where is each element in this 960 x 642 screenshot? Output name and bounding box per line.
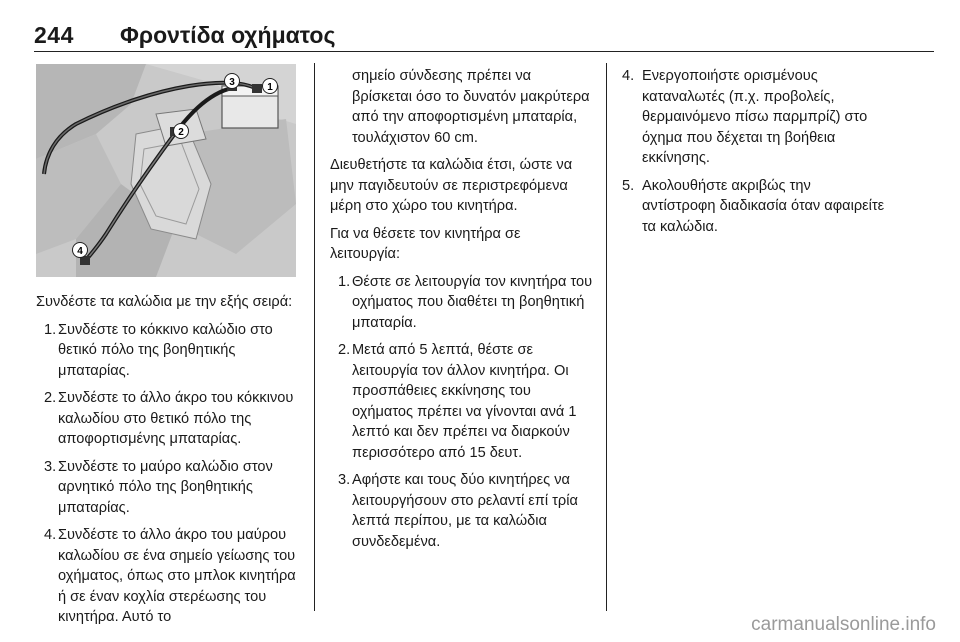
column-divider-1 xyxy=(314,63,315,611)
list-item xyxy=(622,176,886,238)
step-number: 5. xyxy=(622,177,635,194)
list-item xyxy=(36,388,300,450)
svg-text:2: 2 xyxy=(178,127,184,138)
watermark: carmanualsonline.info xyxy=(751,614,936,635)
step-number: 3. xyxy=(44,458,57,475)
step-text: Ακολουθήστε ακριβώς την αντίστροφη διαδικασία όταν αφαιρείτε τα καλώδια. xyxy=(642,177,885,235)
step-number: 1. xyxy=(338,273,351,290)
svg-text:4: 4 xyxy=(77,246,83,257)
finish-steps-list xyxy=(622,66,886,237)
step-number: 1. xyxy=(44,321,57,338)
list-item xyxy=(36,457,300,519)
list-item xyxy=(36,525,300,628)
list-item xyxy=(330,470,594,552)
page-title: Φροντίδα οχήματος xyxy=(120,22,336,48)
intro-paragraph: Συνδέστε τα καλώδια με την εξής σειρά: xyxy=(36,294,293,310)
header-rule xyxy=(34,51,934,52)
step-text: Αφήστε και τους δύο κινητήρες να λειτουργήσουν στο ρελαντί επί τρία λεπτά περίπου, με τα καλώδια συνδεδεμένα. xyxy=(352,472,578,550)
column-1 xyxy=(36,292,300,635)
start-steps-list xyxy=(330,272,594,553)
column-divider-2 xyxy=(606,63,607,611)
page-header xyxy=(34,22,932,50)
callout-1 xyxy=(263,79,278,94)
engine-bay-illustration xyxy=(36,64,296,277)
step-number: 3. xyxy=(338,472,351,488)
svg-text:3: 3 xyxy=(229,77,235,88)
step-number: 4. xyxy=(44,527,57,543)
step-text: Συνδέστε το κόκκινο καλώδιο στο θετικό πόλο της βοηθητικής μπαταρίας. xyxy=(58,321,273,379)
column-3 xyxy=(622,66,886,244)
column-2 xyxy=(330,66,594,559)
step-text: Συνδέστε το άλλο άκρο του μαύρου καλωδίου σε ένα σημείο γείωσης του οχήματος, όπως στο μπλοκ κινητήρα ή σε έναν κοχλία στερέωσης του κινητήρα. Αυτό το xyxy=(58,527,296,625)
step-text: Συνδέστε το άλλο άκρο του κόκκινου καλωδίου στο θετικό πόλο της αποφορτισμένης μπαταρίας. xyxy=(58,390,294,447)
step-text: Συνδέστε το μαύρο καλώδιο στον αρνητικό πόλο της βοηθητικής μπαταρίας. xyxy=(58,458,273,516)
list-item xyxy=(330,272,594,334)
continuation-paragraph: σημείο σύνδεσης πρέπει να βρίσκεται όσο το δυνατόν μακρύτερα από την αποφορτισμένη μπαταρία, τουλάχιστον 60 cm. xyxy=(352,68,590,146)
list-item xyxy=(330,340,594,463)
step-number: 2. xyxy=(338,342,351,358)
page-number: 244 xyxy=(34,22,74,48)
step-number: 4. xyxy=(622,68,635,84)
callout-3 xyxy=(225,74,240,89)
step-text: Μετά από 5 λεπτά, θέστε σε λειτουργία τον άλλον κινητήρα. Οι προσπάθειες εκκίνησης του οχήματος πρέπει να γίνονται ανά 1 λεπτό και δεν πρέπει να διαρκούν περισσότερο από 15 δευτ. xyxy=(352,342,577,461)
start-engine-paragraph: Για να θέσετε τον κινητήρα σε λειτουργία: xyxy=(330,225,521,262)
svg-text:1: 1 xyxy=(267,82,273,93)
list-item xyxy=(36,320,300,382)
step-text: Θέστε σε λειτουργία τον κινητήρα του οχήματος που διαθέτει τη βοηθητική μπαταρία. xyxy=(352,273,593,331)
list-item xyxy=(622,66,886,169)
step-number: 2. xyxy=(44,390,57,406)
connect-steps-list xyxy=(36,320,300,628)
callout-4 xyxy=(73,243,88,258)
step-text: Ενεργοποιήστε ορισμένους καταναλωτές (π.χ. προβολείς, θερμαινόμενο πίσω παρμπρίζ) στο όχημα που δέχεται τη βοήθεια εκκίνησης. xyxy=(642,68,868,166)
cable-routing-paragraph: Διευθετήστε τα καλώδια έτσι, ώστε να μην παγιδευτούν σε περιστρεφόμενα μέρη στο χώρο του κινητήρα. xyxy=(330,157,573,214)
callout-2 xyxy=(174,124,189,139)
